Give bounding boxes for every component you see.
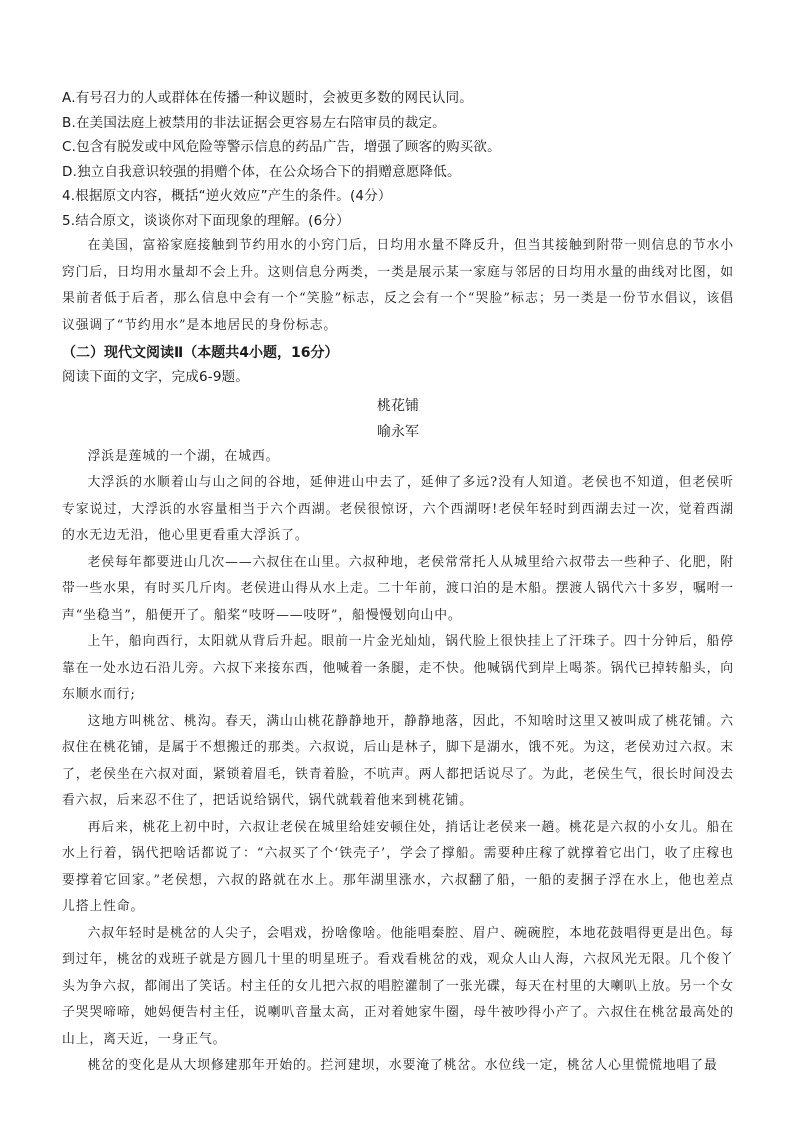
article-title: 桃花铺 — [377, 397, 419, 414]
article-paragraph: 桃岔的变化是从大坝修建那年开始的。拦河建坝，水要淹了桃岔。水位线一定，桃岔人心里慌慌地唱了最 — [87, 1058, 718, 1073]
section-instruction: 阅读下面的文字，完成6-9题。 — [62, 369, 250, 385]
article-paragraph: 老侯每年都要进山几次——六叔住在山里。六叔种地，老侯常常托人从城里给六叔带去一些种子、化肥，附带一些水果，有时买几斤肉。老侯进山得从水上走。二十年前，渡口泊的是木船。摆渡人锅代六十多岁，嘱咐一声“坐稳当”，船便开了。船桨“吱呀——吱呀”，船慢慢划向山中。 — [62, 554, 734, 623]
option-b: B.在美国法庭上被禁用的非法证据会更容易左右陪审员的裁定。 — [62, 114, 446, 131]
question-options — [62, 86, 734, 233]
article-paragraph: 这地方叫桃岔、桃沟。春天，满山山桃花静静地开，静静地落，因此，不知啥时这里又被叫成了桃花铺。六叔住在桃花铺，是属于不想搬迁的那类。六叔说，后山是林子，脚下是湖水，饿不死。为这，老侯劝过六叔。末了，老侯坐在六叔对面，紧锁着眉毛，铁青着脸，不吭声。两人都把话说尽了。为此，老侯生气，很长时间没去看六叔，后来忍不住了，把话说给锅代，锅代就载着他来到桃花铺。 — [62, 713, 734, 808]
article-author: 喻永军 — [377, 423, 419, 440]
article-paragraph: 浮浜是莲城的一个湖，在城西。 — [87, 448, 280, 464]
option-a: A.有号召力的人或群体在传播一种议题时，会被更多数的网民认同。 — [62, 90, 473, 106]
question-5: 5.结合原文，谈谈你对下面现象的理解。(6分） — [62, 212, 350, 229]
article-paragraph: 再后来，桃花上初中时，六叔让老侯在城里给娃安顿住处，捎话让老侯来一趟。桃花是六叔的小女儿。船在水上行着，锅代把啥话都说了：“六叔买了个‘铁壳子’，学会了撑船。需要种庄稼了就撑着它出门，收了庄稼也要撑着它回家。”老侯想，六叔的路就在水上。那年湖里涨水，六叔翻了船，一船的麦捆子浮在水上，他也差点儿搭上性命。 — [62, 819, 734, 914]
article-paragraph: 六叔年轻时是桃岔的人尖子，会唱戏，扮啥像啥。他能唱秦腔、眉户、碗碗腔，本地花鼓唱得更是出色。每到过年，桃岔的戏班子就是方圆几十里的明星班子。看戏看桃岔的戏，观众人山人海，六叔风光无限。几个俊丫头为争六叔，都闹出了笑话。村主任的女儿把六叔的唱腔灌制了一张光碟，每天在村里的大喇叭上放。另一个女子哭哭啼啼，她妈便告村主任，说喇叭音量太高，正对着她家牛圈，母牛被吵得小产了。六叔住在桃岔最高处的山上，离天近，一身正气。 — [62, 925, 734, 1047]
material-passage: 在美国，富裕家庭接触到节约用水的小窍门后，日均用水量不降反升，但当其接触到附带一则信息的节水小窍门后，日均用水量却不会上升。这则信息分两类，一类是展示某一家庭与邻居的日均用水量的曲线对比图，如果前者低于后者，那么信息中会有一个“笑脸”标志，反之会有一个“哭脸”标志；另一类是一份节水倡议，该倡议强调了“节约用水”是本地居民的身份标志。 — [62, 238, 734, 333]
article-paragraph: 大浮浜的水顺着山与山之间的谷地，延伸进山中去了，延伸了多远?没有人知道。老侯也不知道，但老侯听专家说过，大浮浜的水容量相当于六个西湖。老侯很惊讶，六个西湖呀!老侯年轻时到西湖去过一次，觉着西湖的水无边无沿，他心里更看重大浮浜了。 — [62, 475, 734, 543]
section-title: （二）现代文阅读Ⅱ（本题共4小题，16分） — [62, 345, 339, 361]
article-body — [62, 444, 734, 1080]
document-page — [62, 86, 734, 1080]
option-c: C.包含有脱发或中风危险等警示信息的药品广告，增强了顾客的购买欲。 — [62, 139, 501, 155]
option-d: D.独立自我意识较强的捐赠个体，在公众场合下的捐赠意愿降低。 — [62, 163, 461, 180]
question-4: 4.根据原文内容，概括“逆火效应”产生的条件。(4分） — [62, 188, 392, 204]
article-paragraph: 上午，船向西行，太阳就从背后升起。眼前一片金光灿灿，锅代脸上很快挂上了汗珠子。四十分钟后，船停靠在一处水边石沿儿旁。六叔下来接东西，他喊着一条腿，走不快。他喊锅代到岸上喝茶。锅代已掉转船头，向东顺水而行; — [62, 634, 734, 702]
